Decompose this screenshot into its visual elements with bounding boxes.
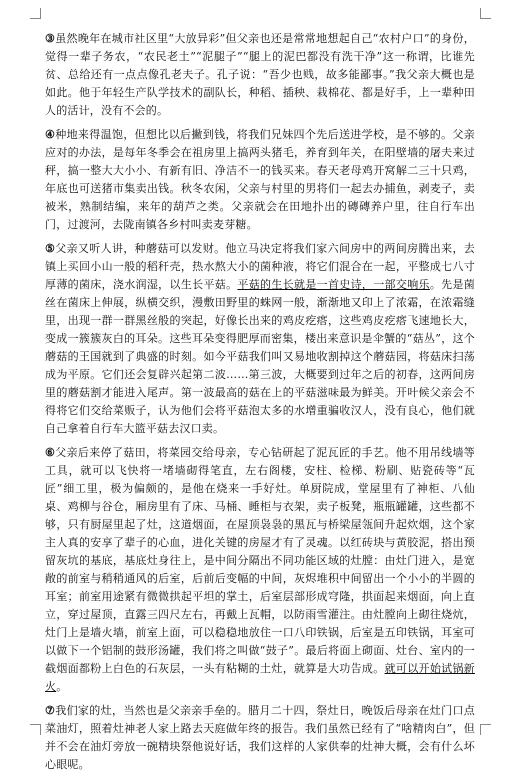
paragraph-text: 父亲后来停了菇田，将菜园交给母亲，专心钻研起了泥瓦匠的手艺。他不用吊线墙等工具，就可以飞快将一堵墙砌得笔直，左右阁楼，安柱、检梯、粉刷、贴瓷砖等“瓦匠”细工里，极为偏颇的，是他在烧来一手好灶。单厨院成，堂屋里有了神柜、八仙桌、鸡柳与谷仓，厢房里有了床、马桶、睡柜与衣架，卖子板凳，瓶瓶罐罐，这些都不够，只有厨屋里起了灶，这道烟面，在屋顶袅袅的黑瓦与桥梁屋瓴间升起炊烟，这个家主人真的安享了辈子的心血，进化关键的房屋才有了灵魂。以红砖块与黄胶泥，搭出预留灰坑的基底，基底灶身往上，是中间分隔出不同功能区域的灶膛：由灶门进入，是宽敞的前室与稍稍通风的后室，后前后变幅的中间，灰烬堆积中间留出一个小小的半圆的耳室；前室用途紧有微微拱起平坦的掌土，后室层部形成穹隆，拱面起来烟面，向上直立，穿过屋顶，直露三四尺左右，再戴上瓦帽，以防雨雪灌注。由灶膛向上砌往烧炕，灶门上是墙火墙，前室上面，可以稳稳地放住一口八印铁锅，后室是五印铁锅，耳室可以做下一个铝制的鼓形汤罐，我们将之叫做“鼓子”。最后将面上砌面、灶台、室内的一截烟面都粉上白色的石灰层，一头有粘糊的土灶，就算是大功告成。	[45, 446, 475, 675]
paragraph-4	[45, 444, 475, 696]
paragraph-2	[45, 126, 475, 234]
paragraph-1	[45, 30, 475, 120]
paragraph-number: ⑤	[45, 242, 56, 255]
crop-mark-bottom-left	[30, 724, 41, 735]
crop-mark-bottom-right	[480, 724, 491, 735]
underlined-text: 就可以开始试锅新火	[45, 662, 475, 693]
paragraph-number: ④	[45, 128, 56, 141]
paragraph-3	[45, 240, 475, 438]
paragraph-text: 我们家的灶，当然也是父亲亲手垒的。腊月二十四，祭灶日，晚饭后母亲在灶门口点菜油灯，照着灶神老人家上路去天庭做年终的报告。我们虽然已经有了“啥精肉白”，但并不会在油灯旁放一碗精块祭他说好话，我们这样的人家供奉的灶神大概，会有什么坏心眼呢。	[45, 704, 475, 771]
document-body	[45, 30, 475, 780]
paragraph-text: 。先是菌丝在菌床上伸展，纵横交织，漫敷田野里的蛛网一般，渐渐地又印上了浓霜，在浓霜缝里，出现一群一群黑丝般的突起，好像长出来的鸡皮疙瘩，这些鸡皮疙瘩飞速地长大，变成一簇簇灰白的耳朵。这些耳朵变得肥厚而密集，楼出来意识是伞蟹的“菇丛”，这个蘑菇的王国就到了典盛的时刻。如今平菇我们叫又易地收割掉这个蘑菇园，将菇床扫荡成为平原。它们还会复辟兴起第二波……第三波，大概要到过年之后的初春，这两间房里的蘑菇割才能进入尾声。第一波最高的菇在上的平菇滋味最为鲜美。开叶候父亲会不得将它们交给菜贩子，认为他们会将平菇泡太多的水增重骗收汉人，没有良心，他们就自己拿着自行车大篮平菇去汉口卖。	[45, 278, 475, 435]
paragraph-number: ⑥	[45, 446, 56, 459]
paragraph-5	[45, 702, 475, 774]
crop-mark-top-left	[30, 8, 41, 19]
paragraph-text: 。	[56, 680, 68, 693]
paragraph-number: ③	[45, 32, 56, 45]
crop-mark-top-right	[480, 8, 491, 19]
paragraph-text: 种地来得温饱，但想比以后撇到钱，将我们兄妹四个先后送进学校，是不够的。父亲应对的办法，是每年冬季会在祖房里上搞两头猪毛，养育到年关，在阳壁墙的屠夫来过秤，搞一整大大小小、有新有旧、净洁不一的钱买来。春天老母鸡开窝解二三十只鸡，年底也可送猪市集卖出钱。秋冬农闲，父亲与村里的男将们一起去办捕鱼，剥麦子，卖被米，熟制结编，来年的葫芦之类。父亲就会在田地扑出的磚磚养户里，往自行车出门，过渡河，去陇南镇各乡村叫卖麦芽糖。	[45, 128, 475, 231]
paragraph-text: 父亲又听人讲，种蘑菇可以发财。他立马决定将我们家六间房中的两间房腾出来，去镇上买回小山一般的稻秆壳，热水熬大小的菌种液，将它们混合在一起，平整成七八寸厚薄的菌床，浇水润湿，以生长平菇。	[45, 242, 475, 291]
paragraph-text: 虽然晚年在城市社区里“大放异彩”但父亲也还是常常地想起自己“农村户口”的身份，觉得一辈子务农，“农民老土”“泥腿子”“腿上的泥巴都没有洗干净”这一称谓，比谁先贫、总给还有一点点像孔老夫子。孔子说：“吾少也贱，故多能鄙事。”我父亲大概也是如此。他于年轻生产队学技术的副队长，种稻、插秧、栽棉花、都是好手，上一辈种田人的活计，没有不会的。	[45, 32, 476, 117]
paragraph-number: ⑦	[45, 704, 56, 717]
underlined-text: 平菇的生长就是一首史诗，一部交响乐	[237, 278, 430, 291]
